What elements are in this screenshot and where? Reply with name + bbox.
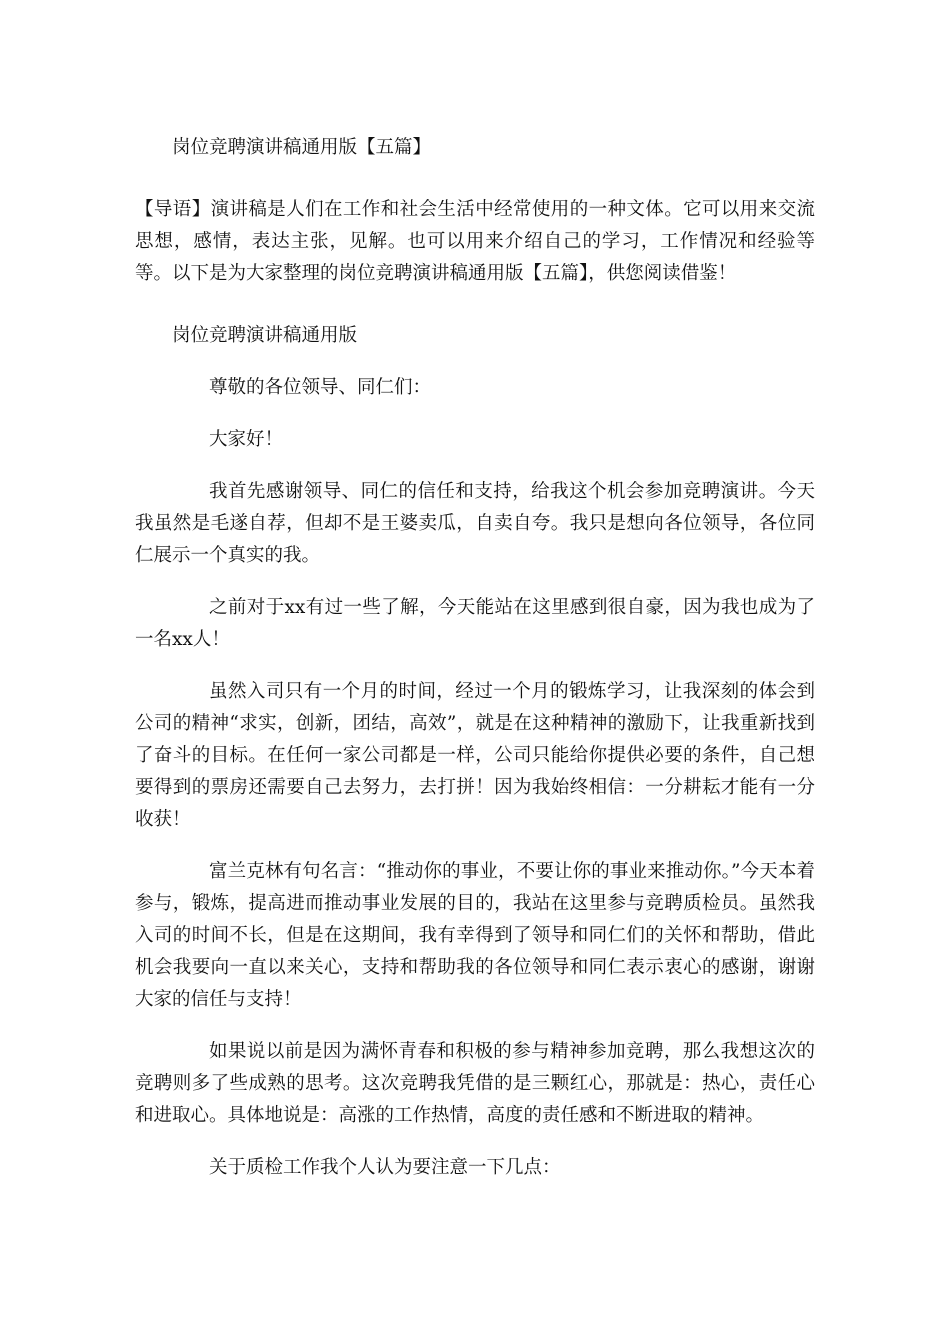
body-paragraph: 关于质检工作我个人认为要注意一下几点： [209,1157,561,1178]
document-page [135,132,815,1204]
greeting: 大家好！ [209,429,284,450]
salutation: 尊敬的各位领导、同仁们： [209,377,432,398]
document-title: 岗位竞聘演讲稿通用版【五篇】 [172,137,432,158]
section-heading: 岗位竞聘演讲稿通用版 [172,325,358,346]
body-paragraph: 富兰克林有句名言：“推动你的事业，不要让你的事业来推动你。”今天本着参与，锻炼，提高进而推动事业发展的目的，我站在这里参与竞聘质检员。虽然我入司的时间不长，但是在这期间，我有幸得到了领导和同仁们的关怀和帮助，借此机会我要向一直以来关心，支持和帮助我的各位领导和同仁表示衷心的感谢，谢谢大家的信任与支持！ [135,861,815,1010]
body-paragraph: 如果说以前是因为满怀青春和积极的参与精神参加竞聘，那么我想这次的竞聘则多了些成熟的思考。这次竞聘我凭借的是三颗红心，那就是：热心，责任心和进取心。具体地说是：高涨的工作热情，高度的责任感和不断进取的精神。 [135,1041,815,1126]
body-paragraph: 我首先感谢领导、同仁的信任和支持，给我这个机会参加竞聘演讲。今天我虽然是毛遂自荐，但却不是王婆卖瓜，自卖自夸。我只是想向各位领导，各位同仁展示一个真实的我。 [135,481,815,566]
body-paragraph: 虽然入司只有一个月的时间，经过一个月的锻炼学习，让我深刻的体会到公司的精神“求实，创新，团结，高效”，就是在这种精神的激励下，让我重新找到了奋斗的目标。在任何一家公司都是一样，公司只能给你提供必要的条件，自己想要得到的票房还需要自己去努力，去打拼！因为我始终相信：一分耕耘才能有一分收获！ [135,681,815,830]
body-paragraph: 之前对于xx有过一些了解，今天能站在这里感到很自豪，因为我也成为了一名xx人！ [135,597,815,650]
intro-paragraph: 【导语】演讲稿是人们在工作和社会生活中经常使用的一种文体。它可以用来交流思想，感情，表达主张，见解。也可以用来介绍自己的学习，工作情况和经验等等。以下是为大家整理的岗位竞聘演讲稿通用版【五篇】，供您阅读借鉴！ [135,199,815,284]
